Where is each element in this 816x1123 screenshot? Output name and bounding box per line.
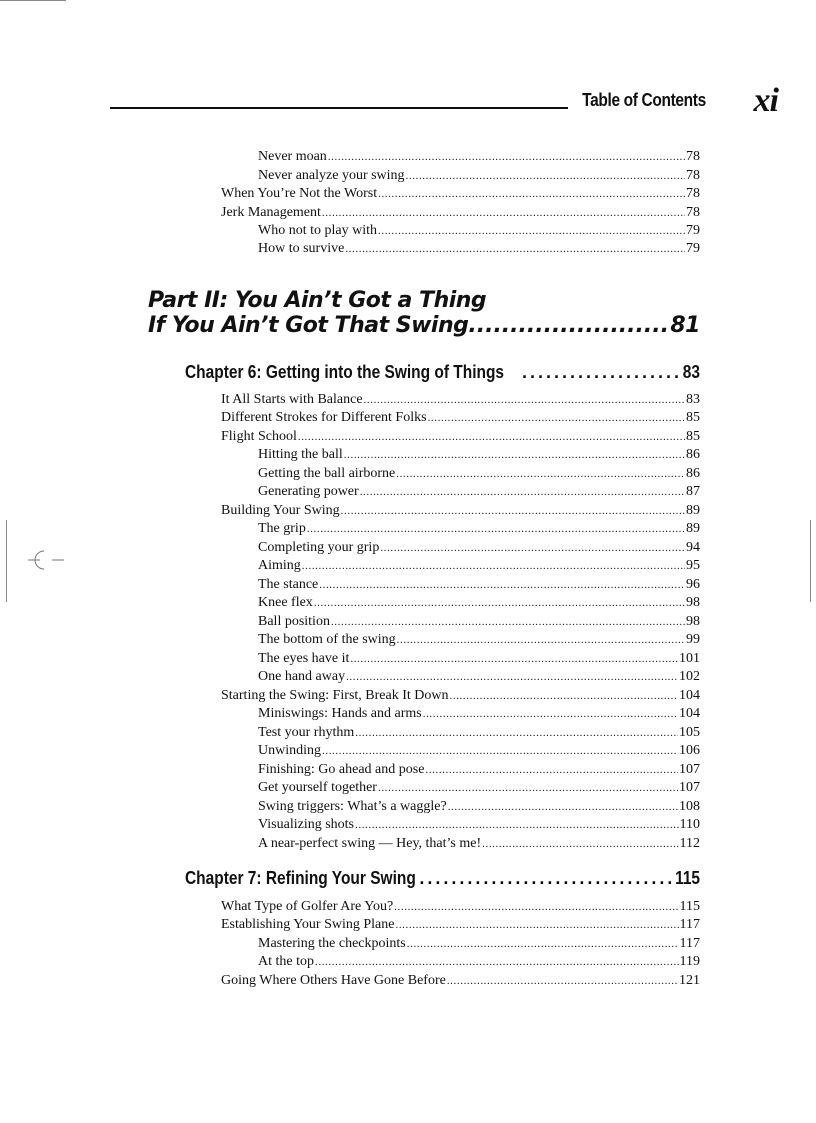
toc-entry[interactable] <box>221 391 700 409</box>
toc-entry-page: 107 <box>679 780 700 795</box>
dot-leader <box>307 520 685 538</box>
toc-entry[interactable] <box>258 539 700 557</box>
toc-entry-label: Establishing Your Swing Plane <box>221 917 395 932</box>
toc-entry-page: 106 <box>679 743 700 758</box>
dot-leader <box>344 446 685 464</box>
toc-entry-label: The stance <box>258 577 319 592</box>
toc-entry-page: 104 <box>679 706 700 721</box>
toc-entry-label: The eyes have it <box>258 651 350 666</box>
toc-entry-label: Miniswings: Hands and arms <box>258 706 422 721</box>
toc-entry[interactable] <box>221 972 700 990</box>
toc-entry[interactable] <box>258 650 700 668</box>
toc-entry[interactable] <box>221 428 700 446</box>
toc-entry-label: A near-perfect swing — Hey, that’s me! <box>258 836 482 851</box>
header-page-number: xi <box>753 82 778 119</box>
toc-entry[interactable] <box>258 798 700 816</box>
dot-leader <box>448 798 678 816</box>
toc-entry-page: 112 <box>679 836 700 851</box>
dot-leader <box>447 972 678 990</box>
toc-entry-label: Finishing: Go ahead and pose <box>258 762 425 777</box>
toc-entry[interactable] <box>258 613 700 631</box>
toc-entry-label: Knee flex <box>258 595 313 610</box>
toc-entry-label: Building Your Swing <box>221 503 340 518</box>
toc-entry[interactable] <box>258 835 700 853</box>
toc-entry-label: When You’re Not the Worst <box>221 186 378 201</box>
part-title-line2: If You Ain’t Got That Swing <box>148 313 469 338</box>
toc-entry-label: Never analyze your swing <box>258 168 405 183</box>
toc-entry[interactable] <box>221 502 700 520</box>
toc-entry-page: 85 <box>686 429 700 444</box>
toc-entry-label: Swing triggers: What’s a waggle? <box>258 799 447 814</box>
toc-entry[interactable] <box>221 687 700 705</box>
toc-entry[interactable] <box>221 185 700 203</box>
toc-entry[interactable] <box>258 222 700 240</box>
dot-leader <box>355 816 679 834</box>
part-title-line2-row <box>148 313 700 338</box>
toc-entry-page: 86 <box>686 466 700 481</box>
dot-leader <box>428 409 685 427</box>
toc-entry[interactable] <box>221 916 700 934</box>
toc-entry-label: At the top <box>258 954 314 969</box>
toc-entry-page: 85 <box>686 410 700 425</box>
dot-leader <box>380 539 685 557</box>
dot-leader <box>468 313 670 338</box>
toc-entry-label: Mastering the checkpoints <box>258 936 406 951</box>
toc-entry-page: 110 <box>679 817 700 832</box>
toc-entry[interactable] <box>258 167 700 185</box>
toc-entry-page: 89 <box>686 521 700 536</box>
dot-leader <box>360 483 685 501</box>
chapter-heading[interactable] <box>185 868 700 889</box>
dot-leader <box>331 613 685 631</box>
dot-leader <box>302 557 685 575</box>
dot-leader <box>298 428 685 446</box>
toc-entry[interactable] <box>258 483 700 501</box>
toc-entry-page: 102 <box>679 669 700 684</box>
toc-entry-label: Generating power <box>258 484 359 499</box>
toc-entry-label: Never moan <box>258 149 327 164</box>
dot-leader <box>341 502 685 520</box>
toc-entry[interactable] <box>258 557 700 575</box>
toc-entry-page: 117 <box>679 917 700 932</box>
chapter-heading[interactable] <box>185 362 700 383</box>
toc-entry[interactable] <box>258 705 700 723</box>
toc-entry-label: Completing your grip <box>258 540 380 555</box>
dot-leader <box>450 687 679 705</box>
toc-entry[interactable] <box>221 204 700 222</box>
toc-entry-page: 101 <box>679 651 700 666</box>
toc-entry-label: How to survive <box>258 241 345 256</box>
dot-leader <box>394 898 678 916</box>
toc-entry-label: One hand away <box>258 669 346 684</box>
toc-entry-label: Unwinding <box>258 743 321 758</box>
chapter-title: Chapter 6: Getting into the Swing of Things <box>185 362 505 382</box>
dot-leader <box>425 761 678 779</box>
toc-entry-page: 119 <box>679 954 700 969</box>
part-title-line1: Part II: You Ain’t Got a Thing <box>148 288 487 313</box>
dot-leader <box>482 835 678 853</box>
toc-entry[interactable] <box>258 631 700 649</box>
toc-entry-page: 87 <box>686 484 700 499</box>
toc-entry[interactable] <box>258 953 700 971</box>
chapter-page: 83 <box>682 362 700 382</box>
toc-entry[interactable] <box>258 816 700 834</box>
toc-entry-page: 115 <box>679 899 700 914</box>
part-page: 81 <box>670 313 700 338</box>
dot-leader <box>407 935 679 953</box>
dot-leader <box>395 916 678 934</box>
toc-entry-label: Who not to play with <box>258 223 377 238</box>
toc-entry-label: Ball position <box>258 614 330 629</box>
toc-entry-page: 79 <box>686 223 700 238</box>
toc-entry[interactable] <box>258 520 700 538</box>
dot-leader <box>378 779 678 797</box>
part-heading[interactable] <box>148 288 700 338</box>
toc-entry-label: The bottom of the swing <box>258 632 396 647</box>
toc-entry[interactable] <box>258 724 700 742</box>
toc-entry[interactable] <box>258 779 700 797</box>
toc-entry-page: 99 <box>686 632 700 647</box>
toc-entry-label: Hitting the ball <box>258 447 343 462</box>
toc-entry-page: 78 <box>686 168 700 183</box>
toc-entry[interactable] <box>221 409 700 427</box>
toc-entry-label: Jerk Management <box>221 205 321 220</box>
dot-leader <box>328 148 685 166</box>
toc-entry[interactable] <box>258 240 700 258</box>
toc-entry-page: 98 <box>686 595 700 610</box>
toc-entry-label: The grip <box>258 521 306 536</box>
dot-leader <box>364 391 685 409</box>
toc-entry-label: Visualizing shots <box>258 817 354 832</box>
toc-entry[interactable] <box>258 465 700 483</box>
dot-leader <box>397 631 685 649</box>
dot-leader <box>378 185 685 203</box>
toc-entry-page: 78 <box>686 205 700 220</box>
toc-entry[interactable] <box>258 668 700 686</box>
chapter-title: Chapter 7: Refining Your Swing <box>185 868 416 888</box>
dot-leader <box>322 204 685 222</box>
toc-entry-label: Starting the Swing: First, Break It Down <box>221 688 449 703</box>
toc-entry-page: 117 <box>679 936 700 951</box>
dot-leader <box>406 167 685 185</box>
toc-entry-page: 98 <box>686 614 700 629</box>
dot-leader <box>314 594 685 612</box>
toc-entry-label: Going Where Others Have Gone Before <box>221 973 446 988</box>
dot-leader <box>411 868 671 889</box>
toc-entry[interactable] <box>258 148 700 166</box>
toc-entry-page: 95 <box>686 558 700 573</box>
header-section-title: Table of Contents <box>582 90 706 110</box>
toc-entry[interactable] <box>258 935 700 953</box>
dot-leader <box>355 724 678 742</box>
toc-entry-label: Test your rhythm <box>258 725 355 740</box>
toc-entry-label: Getting the ball airborne <box>258 466 396 481</box>
dot-leader <box>322 742 678 760</box>
dot-leader <box>345 240 685 258</box>
toc-entry-page: 105 <box>679 725 700 740</box>
dot-leader <box>346 668 678 686</box>
toc-entry[interactable] <box>258 576 700 594</box>
toc-entry-page: 89 <box>686 503 700 518</box>
toc-entry-page: 108 <box>679 799 700 814</box>
toc-entry-page: 96 <box>686 577 700 592</box>
toc-entry[interactable] <box>221 898 700 916</box>
toc-entry[interactable] <box>258 446 700 464</box>
toc-entry-label: Aiming <box>258 558 301 573</box>
toc-entry-page: 94 <box>686 540 700 555</box>
toc-entry-page: 78 <box>686 186 700 201</box>
dot-leader <box>423 705 678 723</box>
toc-entry-label: Flight School <box>221 429 297 444</box>
toc-entry[interactable] <box>258 761 700 779</box>
dot-leader <box>315 953 679 971</box>
toc-entry-page: 83 <box>686 392 700 407</box>
toc-entry-page: 79 <box>686 241 700 256</box>
dot-leader <box>378 222 685 240</box>
dot-leader <box>319 576 685 594</box>
toc-entry-page: 104 <box>679 688 700 703</box>
toc-entry[interactable] <box>258 594 700 612</box>
toc-entry-page: 86 <box>686 447 700 462</box>
chapter-page: 115 <box>675 868 700 888</box>
dot-leader <box>350 650 678 668</box>
toc-entry-page: 121 <box>679 973 700 988</box>
toc-entry-label: Different Strokes for Different Folks <box>221 410 427 425</box>
toc-entry-page: 78 <box>686 149 700 164</box>
dot-leader <box>514 362 680 383</box>
toc-entry-label: What Type of Golfer Are You? <box>221 899 394 914</box>
dot-leader <box>396 465 685 483</box>
toc-entry[interactable] <box>258 742 700 760</box>
toc-entry-label: It All Starts with Balance <box>221 392 363 407</box>
toc-entry-page: 107 <box>679 762 700 777</box>
toc-entry-label: Get yourself together <box>258 780 377 795</box>
